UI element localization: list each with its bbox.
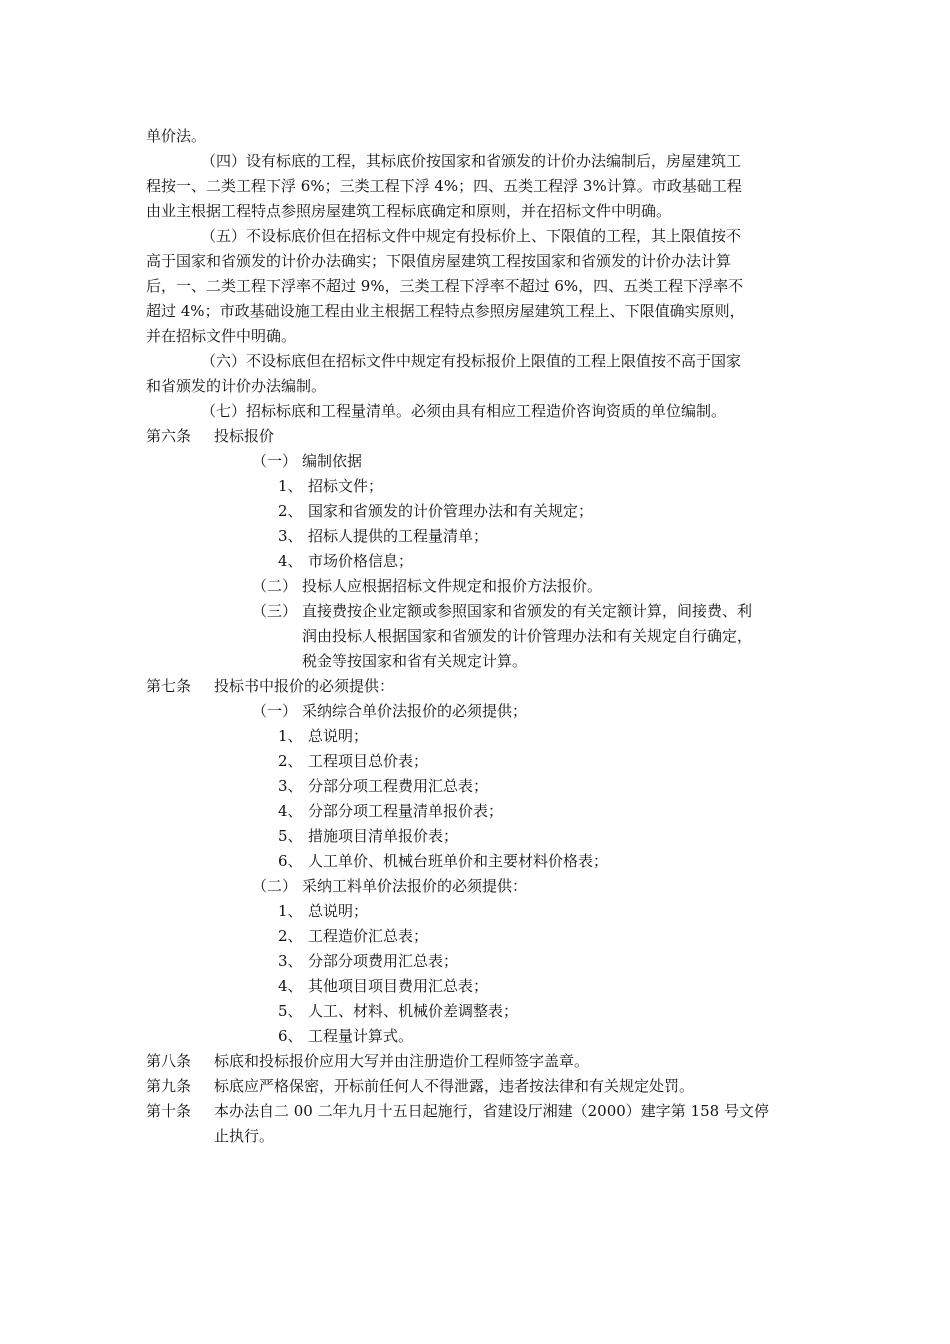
subsection-heading <box>252 574 602 598</box>
clause-4-line: 程按一、二类工程下浮 6%；三类工程下浮 4%；四、五类工程浮 3%计算。市政基础工程 <box>146 177 742 195</box>
clause-4-line: （四）设有标底的工程，其标底价按国家和省颁发的计价办法编制后，房屋建筑工 <box>201 152 742 170</box>
article-8 <box>146 1049 589 1073</box>
list-item: 1、 招标文件； <box>278 477 384 495</box>
article-label: 第七条 <box>146 677 192 695</box>
list-item: 3、 分部分项费用汇总表； <box>278 952 459 970</box>
subsection-label: （一） <box>252 702 298 720</box>
list-item: 2、 国家和省颁发的计价管理办法和有关规定； <box>278 502 594 520</box>
list-item: 4、 其他项目项目费用汇总表； <box>278 977 489 995</box>
clause-5-line: 后，一、二类工程下浮率不超过 9%，三类工程下浮率不超过 6%，四、五类工程下浮率不 <box>146 277 744 295</box>
article-7-heading <box>146 674 394 698</box>
article-10 <box>146 1099 769 1123</box>
subsection-text: 编制依据 <box>302 452 363 470</box>
article-title: 投标报价 <box>214 427 275 445</box>
subsection-text-line: 税金等按国家和省有关规定计算。 <box>302 652 528 670</box>
article-label: 第十条 <box>146 1102 192 1120</box>
clause-7-line: （七）招标标底和工程量清单。必须由具有相应工程造价咨询资质的单位编制。 <box>201 402 727 420</box>
list-item: 5、 人工、材料、机械价差调整表； <box>278 1002 519 1020</box>
article-9 <box>146 1074 694 1098</box>
clause-5-line: 高于国家和省颁发的计价办法确实；下限值房屋建筑工程按国家和省颁发的计价办法计算 <box>146 252 732 270</box>
subsection-text: 投标人应根据招标文件规定和报价方法报价。 <box>302 577 603 595</box>
subsection-text: 采纳综合单价法报价的必须提供； <box>302 702 528 720</box>
list-item: 6、 人工单价、机械台班单价和主要材料价格表； <box>278 852 609 870</box>
article-6-heading <box>146 424 274 448</box>
list-item: 1、 总说明； <box>278 727 369 745</box>
clause-6-line: （六）不设标底但在招标文件中规定有投标报价上限值的工程上限值按不高于国家 <box>201 352 742 370</box>
list-item: 3、 招标人提供的工程量清单； <box>278 527 489 545</box>
subsection-label: （三） <box>252 602 298 620</box>
list-item: 2、 工程项目总价表； <box>278 752 429 770</box>
subsection-heading <box>252 449 362 473</box>
article-text: 本办法自二 00 二年九月十五日起施行，省建设厅湘建（2000）建字第 158 号文停 <box>214 1102 769 1120</box>
subsection-label: （一） <box>252 452 298 470</box>
list-item: 1、 总说明； <box>278 902 369 920</box>
article-text: 标底和投标报价应用大写并由注册造价工程师签字盖章。 <box>214 1052 590 1070</box>
subsection-heading <box>252 599 752 623</box>
list-item: 6、 工程量计算式。 <box>278 1027 414 1045</box>
subsection-label: （二） <box>252 877 298 895</box>
list-item: 4、 分部分项工程量清单报价表； <box>278 802 504 820</box>
subsection-label: （二） <box>252 577 298 595</box>
clause-6-line: 和省颁发的计价办法编制。 <box>146 377 327 395</box>
list-item: 2、 工程造价汇总表； <box>278 927 429 945</box>
article-label: 第九条 <box>146 1077 192 1095</box>
list-item: 3、 分部分项工程费用汇总表； <box>278 777 489 795</box>
clause-5-line: 超过 4%；市政基础设施工程由业主根据工程特点参照房屋建筑工程上、下限值确实原则， <box>146 302 745 320</box>
list-item: 5、 措施项目清单报价表； <box>278 827 459 845</box>
article-label: 第八条 <box>146 1052 192 1070</box>
article-text-line: 止执行。 <box>214 1127 275 1145</box>
subsection-heading <box>252 699 527 723</box>
subsection-heading <box>252 874 527 898</box>
clause-4-line: 由业主根据工程特点参照房屋建筑工程标底确定和原则，并在招标文件中明确。 <box>146 202 672 220</box>
subsection-text: 直接费按企业定额或参照国家和省颁发的有关定额计算，间接费、利 <box>302 602 753 620</box>
subsection-text: 采纳工料单价法报价的必须提供： <box>302 877 528 895</box>
article-title: 投标书中报价的必须提供： <box>214 677 395 695</box>
paragraph-tail: 单价法。 <box>146 127 207 145</box>
article-text: 标底应严格保密，开标前任何人不得泄露，违者按法律和有关规定处罚。 <box>214 1077 695 1095</box>
subsection-text-line: 润由投标人根据国家和省颁发的计价管理办法和有关规定自行确定， <box>302 627 753 645</box>
article-label: 第六条 <box>146 427 192 445</box>
clause-5-line: （五）不设标底价但在招标文件中规定有投标价上、下限值的工程，其上限值按不 <box>201 227 742 245</box>
clause-5-line: 并在招标文件中明确。 <box>146 327 297 345</box>
list-item: 4、 市场价格信息； <box>278 552 414 570</box>
